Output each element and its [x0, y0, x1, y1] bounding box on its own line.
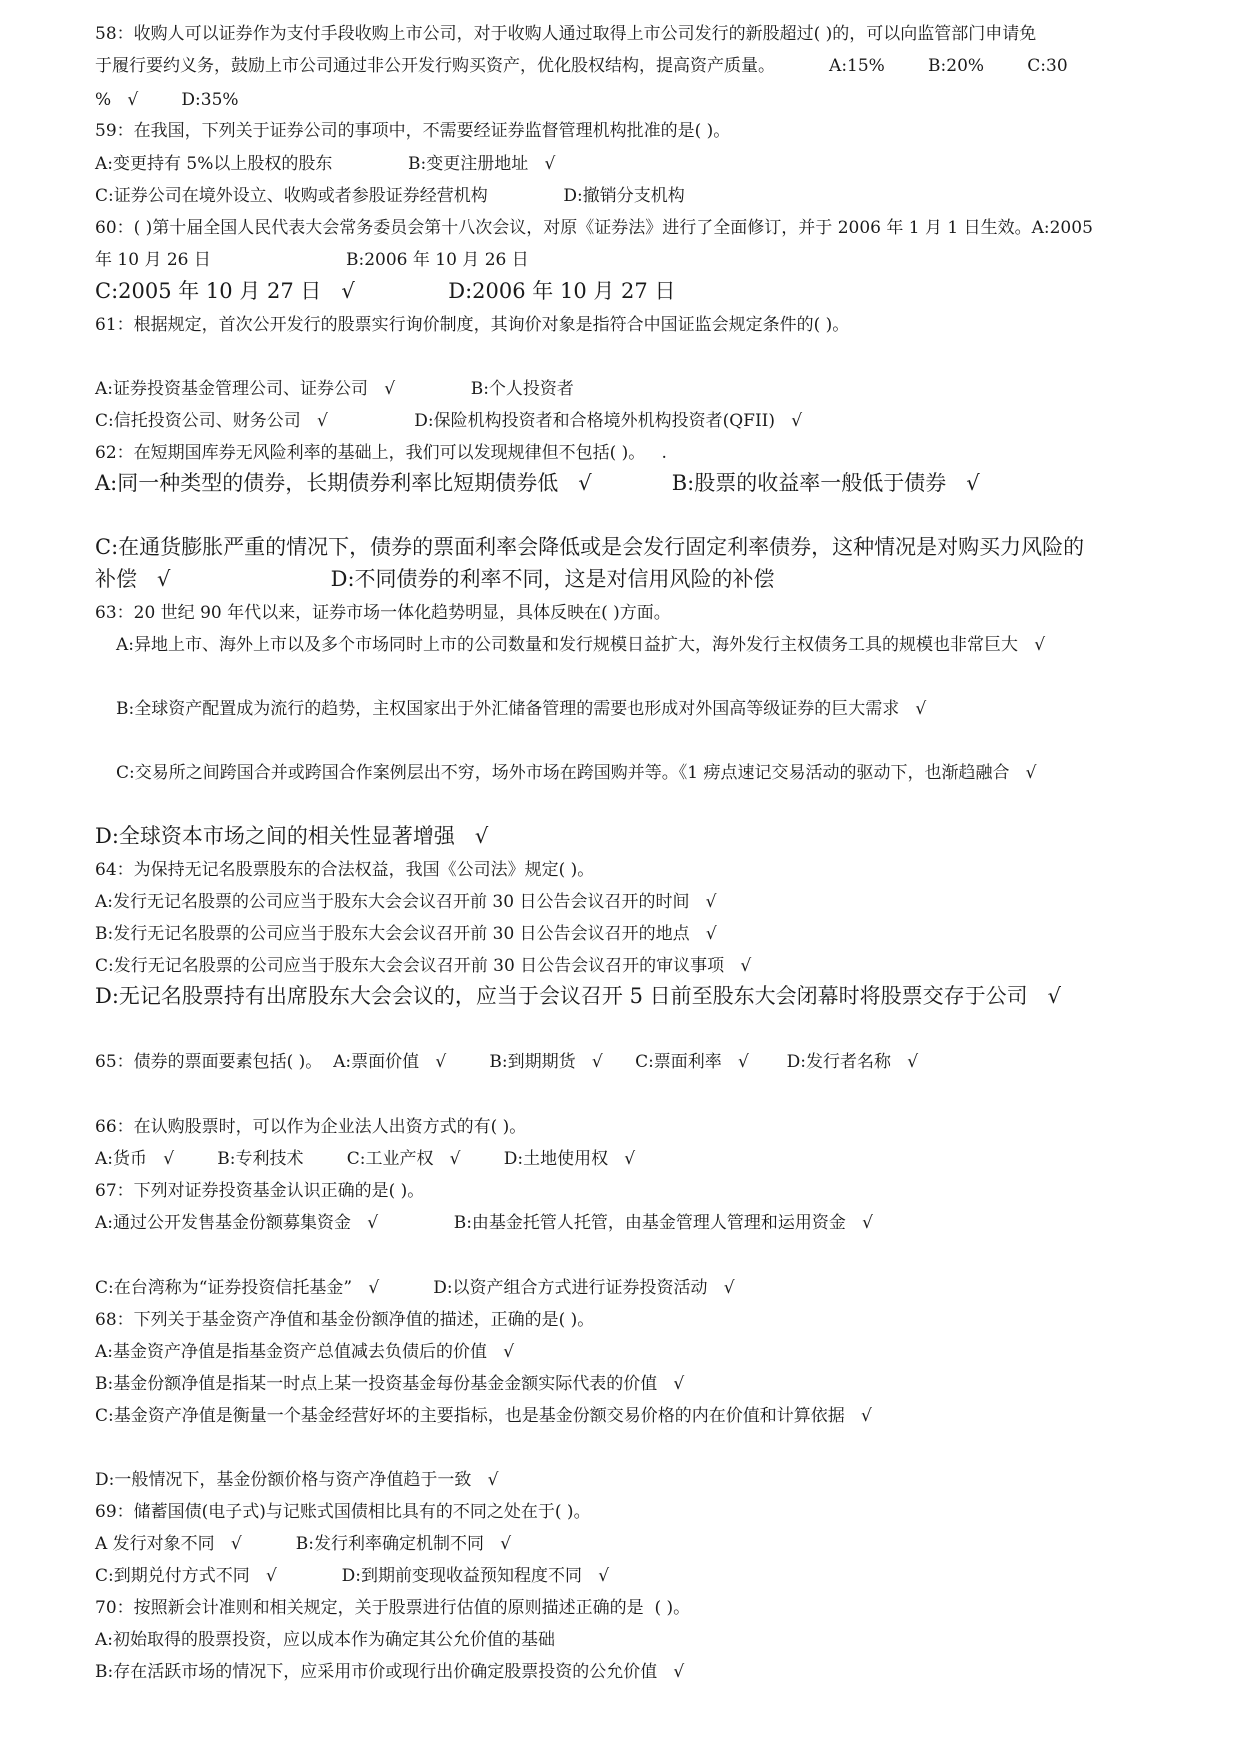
text-line: 70：按照新会计准则和相关规定，关于股票进行估值的原则描述正确的是 ( )。: [95, 1598, 691, 1618]
text-line: C:证券公司在境外设立、收购或者参股证券经营机构 D:撤销分支机构: [95, 186, 685, 206]
text-line: B:存在活跃市场的情况下，应采用市价或现行出价确定股票投资的公允价值 √: [95, 1662, 685, 1682]
text-line: 58：收购人可以证券作为支付手段收购上市公司，对于收购人通过取得上市公司发行的新股超过( )的，可以向监管部门申请免: [95, 24, 1037, 44]
text-line: A:发行无记名股票的公司应当于股东大会会议召开前 30 日公告会议召开的时间 √: [95, 892, 717, 912]
text-line: 61：根据规定，首次公开发行的股票实行询价制度，其询价对象是指符合中国证监会规定条件的( )。: [95, 315, 850, 335]
text-line: C:在通货膨胀严重的情况下，债券的票面利率会降低或是会发行固定利率债券，这种情况是对购买力风险的: [95, 535, 1085, 559]
text-line: A:同一种类型的债券，长期债券利率比短期债券低 √ B:股票的收益率一般低于债券 √: [95, 471, 980, 495]
text-line: D:一般情况下，基金份额价格与资产净值趋于一致 √: [95, 1470, 499, 1490]
text-line: 59：在我国，下列关于证券公司的事项中，不需要经证券监督管理机构批准的是( )。: [95, 121, 731, 141]
text-line: B:发行无记名股票的公司应当于股东大会会议召开前 30 日公告会议召开的地点 √: [95, 924, 717, 944]
text-line: D:无记名股票持有出席股东大会会议的，应当于会议召开 5 日前至股东大会闭幕时将股票交存于公司 √: [95, 984, 1062, 1008]
text-line: D:全球资本市场之间的相关性显著增强 √: [95, 824, 489, 848]
text-line: A:异地上市、海外上市以及多个市场同时上市的公司数量和发行规模日益扩大，海外发行主权债务工具的规模也非常巨大 √: [116, 635, 1046, 655]
text-line: C:交易所之间跨国合并或跨国合作案例层出不穷，场外市场在跨国购并等。《1 痨点速记交易活动的驱动下，也渐趋融合 √: [116, 763, 1037, 783]
text-line: 64：为保持无记名股票股东的合法权益，我国《公司法》规定( )。: [95, 860, 595, 880]
text-line: A:证券投资基金管理公司、证券公司 √ B:个人投资者: [95, 379, 574, 399]
text-line: 63：20 世纪 90 年代以来，证券市场一体化趋势明显，具体反映在( )方面。: [95, 603, 671, 623]
text-line: C:基金资产净值是衡量一个基金经营好坏的主要指标，也是基金份额交易价格的内在价值和计算依据 √: [95, 1406, 872, 1426]
text-line: A:初始取得的股票投资，应以成本作为确定其公允价值的基础: [95, 1630, 556, 1650]
text-line: 66：在认购股票时，可以作为企业法人出资方式的有( )。: [95, 1117, 527, 1137]
text-line: B:全球资产配置成为流行的趋势，主权国家出于外汇储备管理的需要也形成对外国高等级证券的巨大需求 √: [116, 699, 927, 719]
text-line: % √ D:35%: [95, 90, 239, 110]
text-line: 67：下列对证券投资基金认识正确的是( )。: [95, 1181, 425, 1201]
text-line: 68：下列关于基金资产净值和基金份额净值的描述，正确的是( )。: [95, 1310, 595, 1330]
text-line: 65：债券的票面要素包括( )。 A:票面价值 √ B:到期期货 √ C:票面利率 √ D:发行者名称 √: [95, 1052, 919, 1072]
text-line: 补偿 √ D:不同债券的利率不同，这是对信用风险的补偿: [95, 567, 775, 591]
text-line: B:基金份额净值是指某一时点上某一投资基金每份基金金额实际代表的价值 √: [95, 1374, 685, 1394]
text-line: C:发行无记名股票的公司应当于股东大会会议召开前 30 日公告会议召开的审议事项 √: [95, 956, 752, 976]
text-line: 于履行要约义务，鼓励上市公司通过非公开发行购买资产，优化股权结构，提高资产质量。 A:15% B:20% C:30: [95, 56, 1068, 76]
text-line: A 发行对象不同 √ B:发行利率确定机制不同 √: [95, 1534, 512, 1554]
text-line: 60：( )第十届全国人民代表大会常务委员会第十八次会议，对原《证券法》进行了全面修订，并于 2006 年 1 月 1 日生效。A:2005: [95, 218, 1093, 238]
text-line: A:变更持有 5%以上股权的股东 B:变更注册地址 √: [95, 154, 556, 174]
text-line: C:信托投资公司、财务公司 √ D:保险机构投资者和合格境外机构投资者(QFII) √: [95, 411, 803, 431]
text-line: A:货币 √ B:专利技术 C:工业产权 √ D:土地使用权 √: [95, 1149, 636, 1169]
text-line: C:2005 年 10 月 27 日 √ D:2006 年 10 月 27 日: [95, 279, 676, 303]
text-line: C:在台湾称为“证券投资信托基金” √ D:以资产组合方式进行证券投资活动 √: [95, 1278, 735, 1298]
text-line: 69：储蓄国债(电子式)与记账式国债相比具有的不同之处在于( )。: [95, 1502, 591, 1522]
text-line: 年 10 月 26 日 B:2006 年 10 月 26 日: [95, 250, 529, 270]
text-line: C:到期兑付方式不同 √ D:到期前变现收益预知程度不同 √: [95, 1566, 610, 1586]
text-line: A:基金资产净值是指基金资产总值减去负债后的价值 √: [95, 1342, 515, 1362]
text-line: A:通过公开发售基金份额募集资金 √ B:由基金托管人托管，由基金管理人管理和运用资金 √: [95, 1213, 873, 1233]
text-line: 62：在短期国库券无风险利率的基础上，我们可以发现规律但不包括( )。 .: [95, 443, 667, 463]
